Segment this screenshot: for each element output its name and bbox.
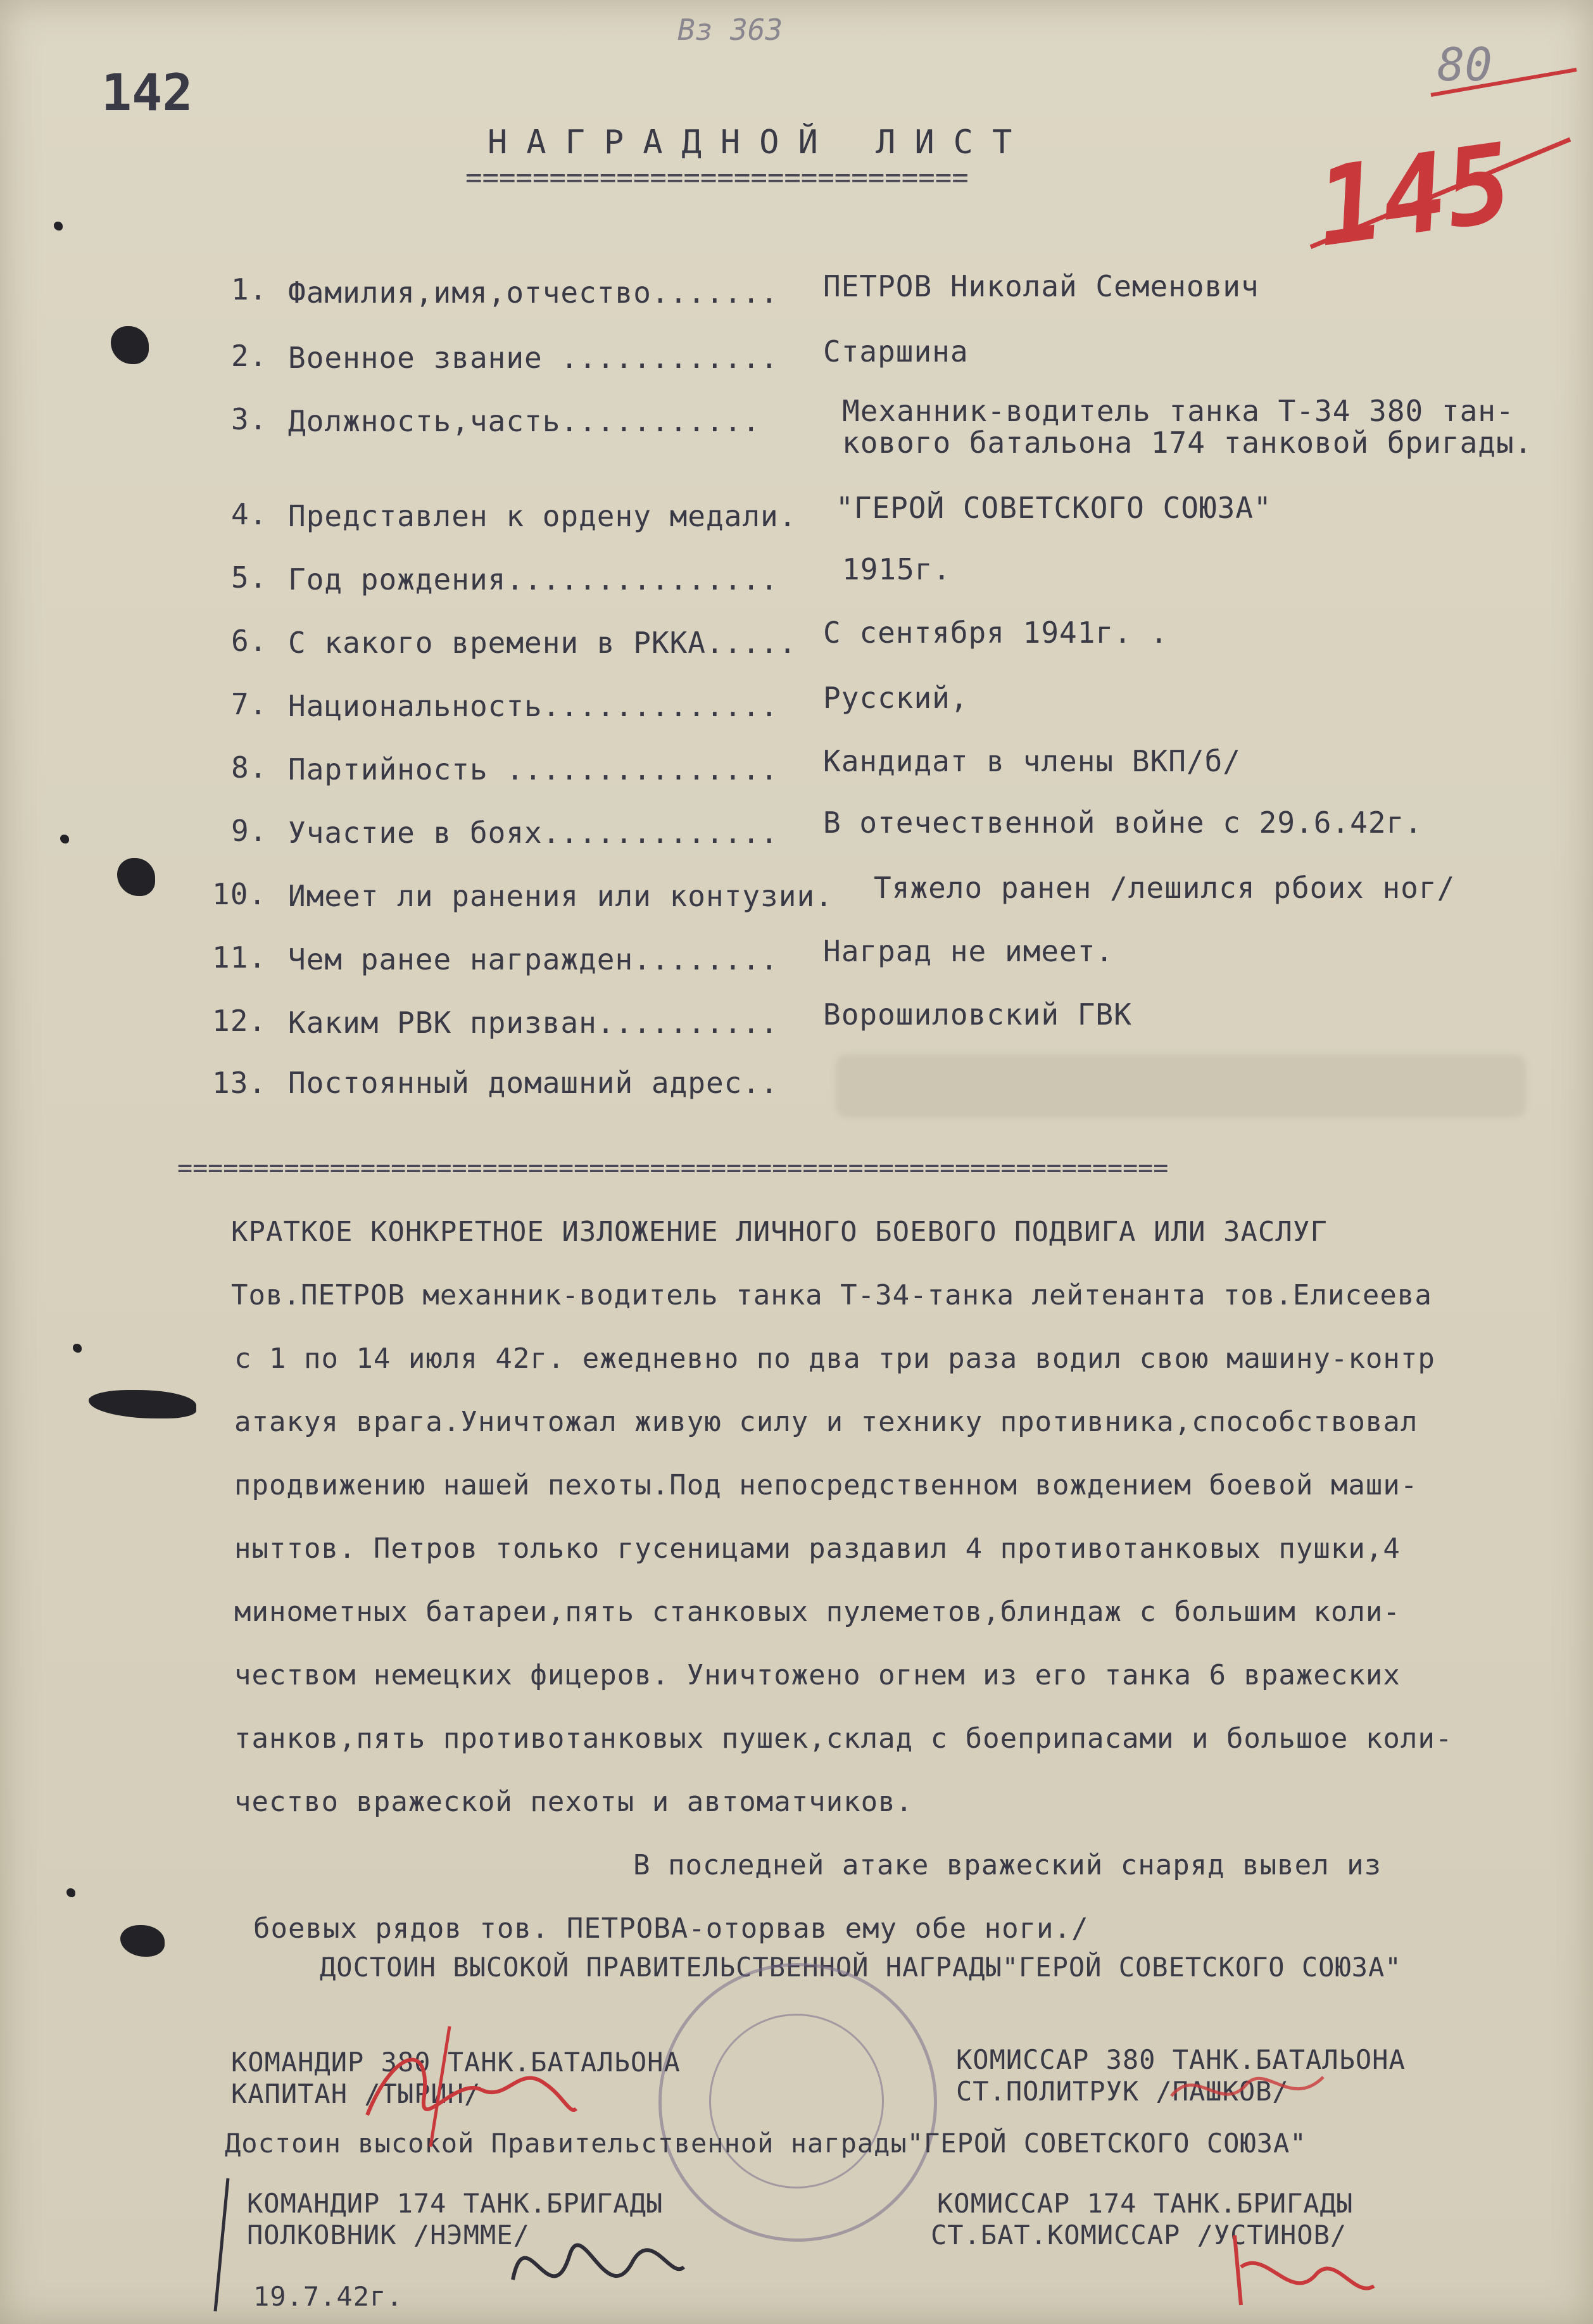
- item-7-num: 7.: [231, 687, 268, 721]
- brigade-commissar-name: СТ.БАТ.КОМИССАР /УСТИНОВ/: [931, 2220, 1347, 2251]
- item-7-label: Национальность.............: [288, 689, 779, 723]
- item-3-value-cont: кового батальона 174 танковой бригады.: [842, 426, 1533, 460]
- ink-dot: [73, 1344, 82, 1353]
- narrative-para2-line1: В последней атаке вражеский снаряд вывел из: [633, 1849, 1382, 1881]
- ink-dot: [60, 835, 69, 843]
- corner-number: 80: [1437, 38, 1492, 91]
- ink-blot: [117, 858, 155, 896]
- narrative-line: атакуя врага.Уничтожал живую силу и технику противника,способствовал: [234, 1406, 1418, 1438]
- item-12-label: Каким РВК призван..........: [288, 1006, 779, 1040]
- item-1-num: 1.: [231, 272, 268, 306]
- red-number: 145: [1309, 120, 1520, 272]
- battalion-commissar-title: КОМИССАР 380 ТАНК.БАТАЛЬОНА: [956, 2044, 1406, 2075]
- signature-tyrin-icon: [355, 2014, 582, 2153]
- item-9-value: В отечественной войне с 29.6.42г.: [823, 805, 1423, 840]
- signature-ustinov-icon: [1216, 2210, 1380, 2318]
- narrative-line: ныттов. Петров только гусеницами раздавил 4 противотанковых пушки,4: [234, 1532, 1401, 1565]
- worthy-statement: ДОСТОИН ВЫСОКОЙ ПРАВИТЕЛЬСТВЕННОЙ НАГРАДЫ"ГЕРОЙ СОВЕТСКОГО СОЮЗА": [320, 1952, 1402, 1983]
- item-7-value: Русский,: [823, 681, 969, 715]
- brigade-commissar-title: КОМИССАР 174 ТАНК.БРИГАДЫ: [937, 2188, 1354, 2219]
- item-2-value: Старшина: [823, 334, 969, 369]
- document-title: НАГРАДНОЙ ЛИСТ: [488, 123, 1031, 161]
- ink-blot: [89, 1390, 196, 1418]
- narrative-line: с 1 по 14 июля 42г. ежедневно по два три раза водил свою машину-контр: [234, 1342, 1435, 1375]
- item-12-value: Ворошиловский ГВК: [823, 997, 1132, 1032]
- item-5-value: 1915г.: [842, 552, 952, 586]
- item-9-num: 9.: [231, 814, 268, 848]
- item-11-value: Наград не имеет.: [823, 934, 1114, 968]
- narrative-line: танков,пять противотанковых пушек,склад с боеприпасами и большое коли-: [234, 1722, 1453, 1755]
- ink-blot: [120, 1925, 165, 1957]
- ink-dot: [54, 222, 63, 231]
- item-8-value: Кандидат в члены ВКП/б/: [823, 744, 1241, 778]
- item-10-num: 10.: [212, 877, 267, 911]
- narrative-line: продвижению нашей пехоты.Под непосредственном вождением боевой маши-: [234, 1469, 1418, 1501]
- battalion-commander-name: КАПИТАН /ТЫРИН/: [231, 2078, 481, 2109]
- signature-nemme-icon: [500, 2204, 690, 2324]
- item-8-num: 8.: [231, 750, 268, 785]
- narrative-line: чество вражеской пехоты и автоматчиков.: [234, 1786, 914, 1818]
- narrative-line: минометных батареи,пять станковых пулеметов,блиндаж с большим коли-: [234, 1596, 1401, 1628]
- item-6-num: 6.: [231, 624, 268, 658]
- item-13-num: 13.: [212, 1066, 267, 1100]
- item-11-num: 11.: [212, 940, 267, 975]
- item-9-label: Участие в боях.............: [288, 816, 779, 850]
- worthy-statement-2: Достоин высокой Правительственной награды"ГЕРОЙ СОВЕТСКОГО СОЮЗА": [225, 2128, 1307, 2159]
- item-1-label: Фамилия,имя,отчество.......: [288, 275, 779, 310]
- battalion-commander-title: КОМАНДИР 380 ТАНК.БАТАЛЬОНА: [231, 2047, 681, 2078]
- signature-pashkov-icon: [1165, 2058, 1330, 2121]
- item-4-num: 4.: [231, 497, 268, 531]
- item-5-num: 5.: [231, 560, 268, 595]
- red-strike-icon: [1304, 57, 1583, 298]
- page-number: 142: [101, 63, 193, 122]
- item-2-label: Военное звание ............: [288, 341, 779, 375]
- narrative-heading: КРАТКОЕ КОНКРЕТНОЕ ИЗЛОЖЕНИЕ ЛИЧНОГО БОЕВОГО ПОДВИГА ИЛИ ЗАСЛУГ: [231, 1216, 1328, 1248]
- item-13-label: Постоянный домашний адрес..: [288, 1066, 779, 1100]
- ink-dot: [66, 1888, 75, 1897]
- item-3-value: Механник-водитель танка Т-34 380 тан-: [842, 394, 1514, 428]
- item-6-value: С сентября 1941г. .: [823, 616, 1169, 650]
- official-stamp-inner: [709, 2014, 884, 2188]
- item-12-num: 12.: [212, 1004, 267, 1038]
- separator-rule: =================================================================: [177, 1154, 1169, 1183]
- title-underline: ==============================: [465, 161, 969, 194]
- battalion-commissar-name: СТ.ПОЛИТРУК /ПАШКОВ/: [956, 2076, 1289, 2107]
- item-4-label: Представлен к ордену медали.: [288, 499, 797, 533]
- narrative-para2-line2: боевых рядов тов. ПЕТРОВА-оторвав ему обе ноги./: [253, 1912, 1089, 1945]
- narrative-line: чеством немецких фицеров. Уничтожено огнем из его танка 6 вражеских: [234, 1659, 1401, 1691]
- item-10-value: Тяжело ранен /лешился рбоих ног/: [874, 871, 1456, 905]
- item-8-label: Партийность ...............: [288, 752, 779, 786]
- item-1-value: ПЕТРОВ Николай Семенович: [823, 269, 1259, 303]
- item-3-label: Должность,часть...........: [288, 404, 761, 438]
- ink-blot: [111, 326, 149, 364]
- brigade-commander-title: КОМАНДИР 174 ТАНК.БРИГАДЫ: [247, 2188, 664, 2219]
- item-5-label: Год рождения...............: [288, 562, 779, 597]
- item-10-label: Имеет ли ранения или контузии.: [288, 879, 833, 913]
- item-6-label: С какого времени в РККА.....: [288, 626, 797, 660]
- item-4-value: "ГЕРОЙ СОВЕТСКОГО СОЮЗА": [836, 491, 1272, 525]
- item-11-label: Чем ранее награжден........: [288, 942, 779, 976]
- narrative-line: Тов.ПЕТРОВ механник-водитель танка Т-34-танка лейтенанта тов.Елисеева: [231, 1279, 1432, 1311]
- margin-bracket-icon: [203, 2172, 241, 2318]
- item-2-num: 2.: [231, 339, 268, 373]
- pencil-note: Вз 363: [677, 13, 783, 47]
- brigade-commander-name: ПОЛКОВНИК /НЭММЕ/: [247, 2220, 530, 2251]
- redacted-address: [836, 1054, 1526, 1118]
- item-3-num: 3.: [231, 402, 268, 436]
- document-date: 19.7.42г.: [253, 2281, 403, 2312]
